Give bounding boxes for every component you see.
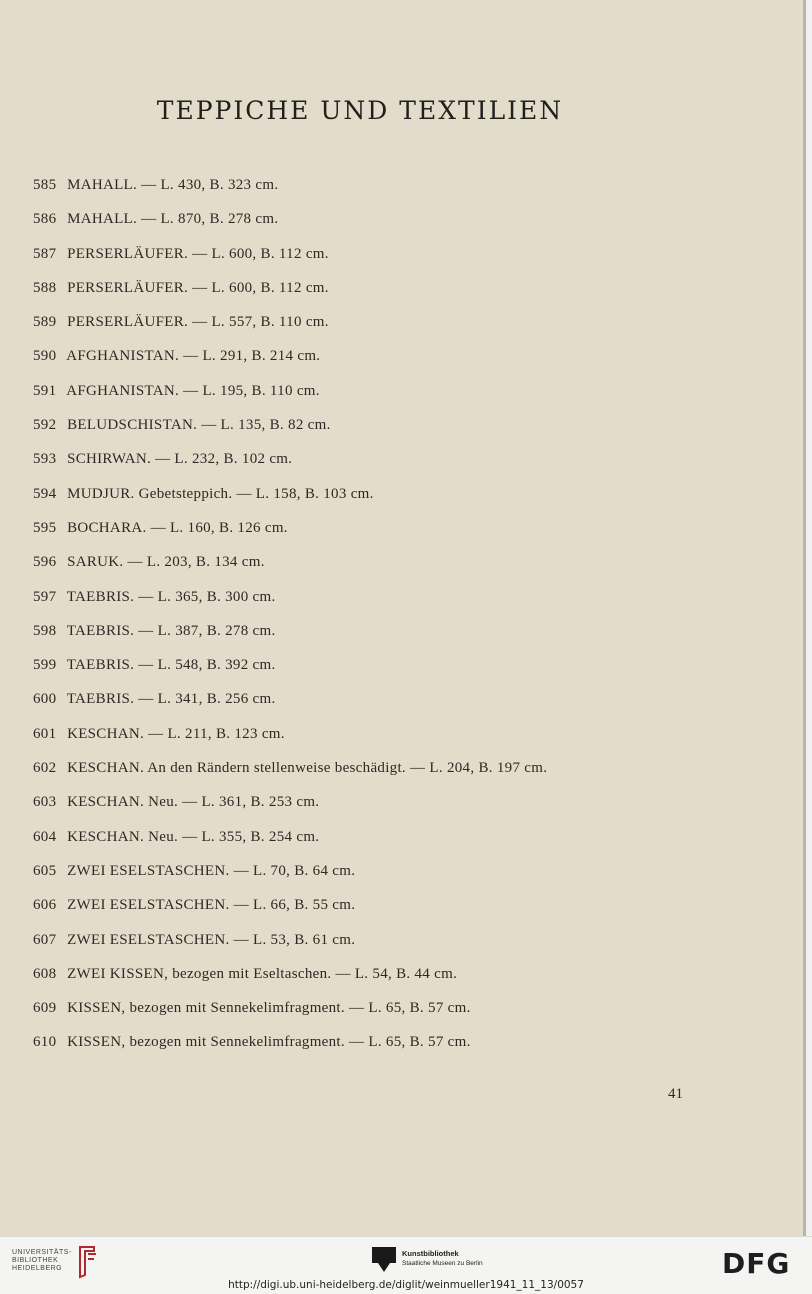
- catalog-entry: [33, 857, 733, 891]
- catalog-entry: [33, 891, 733, 925]
- entry-number: 587: [33, 245, 57, 262]
- footer-bar: [0, 1236, 812, 1294]
- catalog-entry: [33, 960, 733, 994]
- entry-text: TAEBRIS. — L. 341, B. 256 cm.: [66, 691, 276, 708]
- entry-number: 607: [33, 931, 57, 948]
- entry-text: MAHALL. — L. 430, B. 323 cm.: [67, 177, 279, 193]
- catalog-entry: [33, 274, 733, 308]
- entry-number: 585: [33, 177, 57, 193]
- university-line: BIBLIOTHEK: [12, 1257, 59, 1264]
- entry-number: 601: [33, 725, 57, 742]
- entry-text: PERSERLÄUFER. — L. 600, B. 112 cm.: [67, 245, 329, 262]
- catalog-entry: [33, 514, 733, 548]
- entry-text: KESCHAN. An den Rändern stellenweise beschädigt. — L. 204, B. 197 cm.: [67, 760, 548, 777]
- catalog-entry: [33, 685, 733, 719]
- entry-text: KESCHAN. Neu. — L. 361, B. 253 cm.: [67, 794, 320, 811]
- entry-number: 606: [33, 897, 57, 914]
- page-number: 41: [668, 1086, 683, 1102]
- catalog-entry: [33, 205, 733, 239]
- entry-text: TAEBRIS. — L. 365, B. 300 cm.: [66, 588, 276, 605]
- entry-number: 602: [33, 760, 57, 777]
- entry-text: PERSERLÄUFER. — L. 557, B. 110 cm.: [67, 314, 329, 331]
- entry-text: PERSERLÄUFER. — L. 600, B. 112 cm.: [67, 279, 329, 296]
- entry-number: 599: [33, 657, 57, 674]
- catalog-entry: [33, 240, 733, 274]
- entry-text: BOCHARA. — L. 160, B. 126 cm.: [67, 519, 288, 536]
- entry-number: 598: [33, 622, 57, 639]
- kunstbibliothek-icon: [372, 1247, 396, 1273]
- entry-number: 603: [33, 794, 57, 811]
- entry-number: 592: [33, 417, 57, 434]
- dfg-logo: DFG: [722, 1247, 791, 1280]
- catalog-entry: [33, 480, 733, 514]
- entry-number: 604: [33, 828, 57, 845]
- entry-number: 600: [33, 691, 57, 708]
- entry-number: 596: [33, 554, 57, 571]
- entry-text: TAEBRIS. — L. 548, B. 392 cm.: [66, 657, 276, 674]
- catalog-entry: [33, 651, 733, 685]
- entry-text: KISSEN, bezogen mit Sennekelimfragment. — L. 65, B. 57 cm.: [67, 1034, 471, 1051]
- university-logo-icon: [76, 1245, 98, 1279]
- university-line: HEIDELBERG: [12, 1265, 63, 1272]
- entry-number: 589: [33, 314, 57, 331]
- entry-text: ZWEI ESELSTASCHEN. — L. 70, B. 64 cm.: [67, 862, 356, 879]
- entry-number: 605: [33, 862, 57, 879]
- catalog-entry: [33, 926, 733, 960]
- entry-text: ZWEI KISSEN, bezogen mit Eseltaschen. — L. 54, B. 44 cm.: [67, 965, 458, 982]
- entry-text: KISSEN, bezogen mit Sennekelimfragment. — L. 65, B. 57 cm.: [67, 1000, 471, 1017]
- university-library-label: [12, 1249, 72, 1273]
- entry-text: AFGHANISTAN. — L. 291, B. 214 cm.: [66, 348, 321, 365]
- entry-text: ZWEI ESELSTASCHEN. — L. 53, B. 61 cm.: [67, 931, 356, 948]
- catalog-entry: [33, 754, 733, 788]
- entry-number: 610: [33, 1034, 57, 1051]
- kunstbibliothek-title: Kunstbibliothek: [402, 1249, 459, 1258]
- entry-text: MUDJUR. Gebetsteppich. — L. 158, B. 103 cm.: [67, 485, 374, 502]
- entry-text: TAEBRIS. — L. 387, B. 278 cm.: [66, 622, 276, 639]
- entry-text: AFGHANISTAN. — L. 195, B. 110 cm.: [66, 382, 320, 399]
- entry-text: SARUK. — L. 203, B. 134 cm.: [67, 554, 265, 571]
- catalog-entry: [33, 342, 733, 376]
- source-url[interactable]: http://digi.ub.uni-heidelberg.de/diglit/weinmueller1941_11_13/0057: [228, 1279, 584, 1291]
- catalog-entry: [33, 617, 733, 651]
- entry-number: 608: [33, 965, 57, 982]
- catalog-entry: [33, 583, 733, 617]
- entry-text: MAHALL. — L. 870, B. 278 cm.: [67, 211, 279, 228]
- catalog-entry: [33, 411, 733, 445]
- catalog-entry: [33, 377, 733, 411]
- entry-number: 586: [33, 211, 57, 228]
- catalog-entry: [33, 171, 733, 205]
- entry-text: KESCHAN. Neu. — L. 355, B. 254 cm.: [67, 828, 320, 845]
- catalog-entry: [33, 788, 733, 822]
- page-title: TEPPICHE UND TEXTILIEN: [156, 96, 564, 125]
- entry-number: 595: [33, 519, 57, 536]
- entry-number: 588: [33, 279, 57, 296]
- university-line: UNIVERSITÄTS-: [12, 1249, 72, 1256]
- catalog-entry: [33, 308, 733, 342]
- entry-number: 609: [33, 1000, 57, 1017]
- entry-text: ZWEI ESELSTASCHEN. — L. 66, B. 55 cm.: [67, 897, 356, 914]
- entry-number: 591: [33, 382, 57, 399]
- catalog-entries: [33, 171, 733, 1063]
- entry-text: BELUDSCHISTAN. — L. 135, B. 82 cm.: [67, 417, 331, 434]
- entry-text: KESCHAN. — L. 211, B. 123 cm.: [67, 725, 285, 742]
- entry-text: SCHIRWAN. — L. 232, B. 102 cm.: [67, 451, 293, 468]
- entry-number: 597: [33, 588, 57, 605]
- catalog-entry: [33, 1028, 733, 1062]
- catalog-entry: [33, 823, 733, 857]
- entry-number: 590: [33, 348, 57, 365]
- catalog-entry: [33, 445, 733, 479]
- entry-number: 594: [33, 485, 57, 502]
- catalog-entry: [33, 994, 733, 1028]
- kunstbibliothek-subtitle: Staatliche Museen zu Berlin: [402, 1260, 483, 1267]
- entry-number: 593: [33, 451, 57, 468]
- catalog-entry: [33, 548, 733, 582]
- catalog-entry: [33, 720, 733, 754]
